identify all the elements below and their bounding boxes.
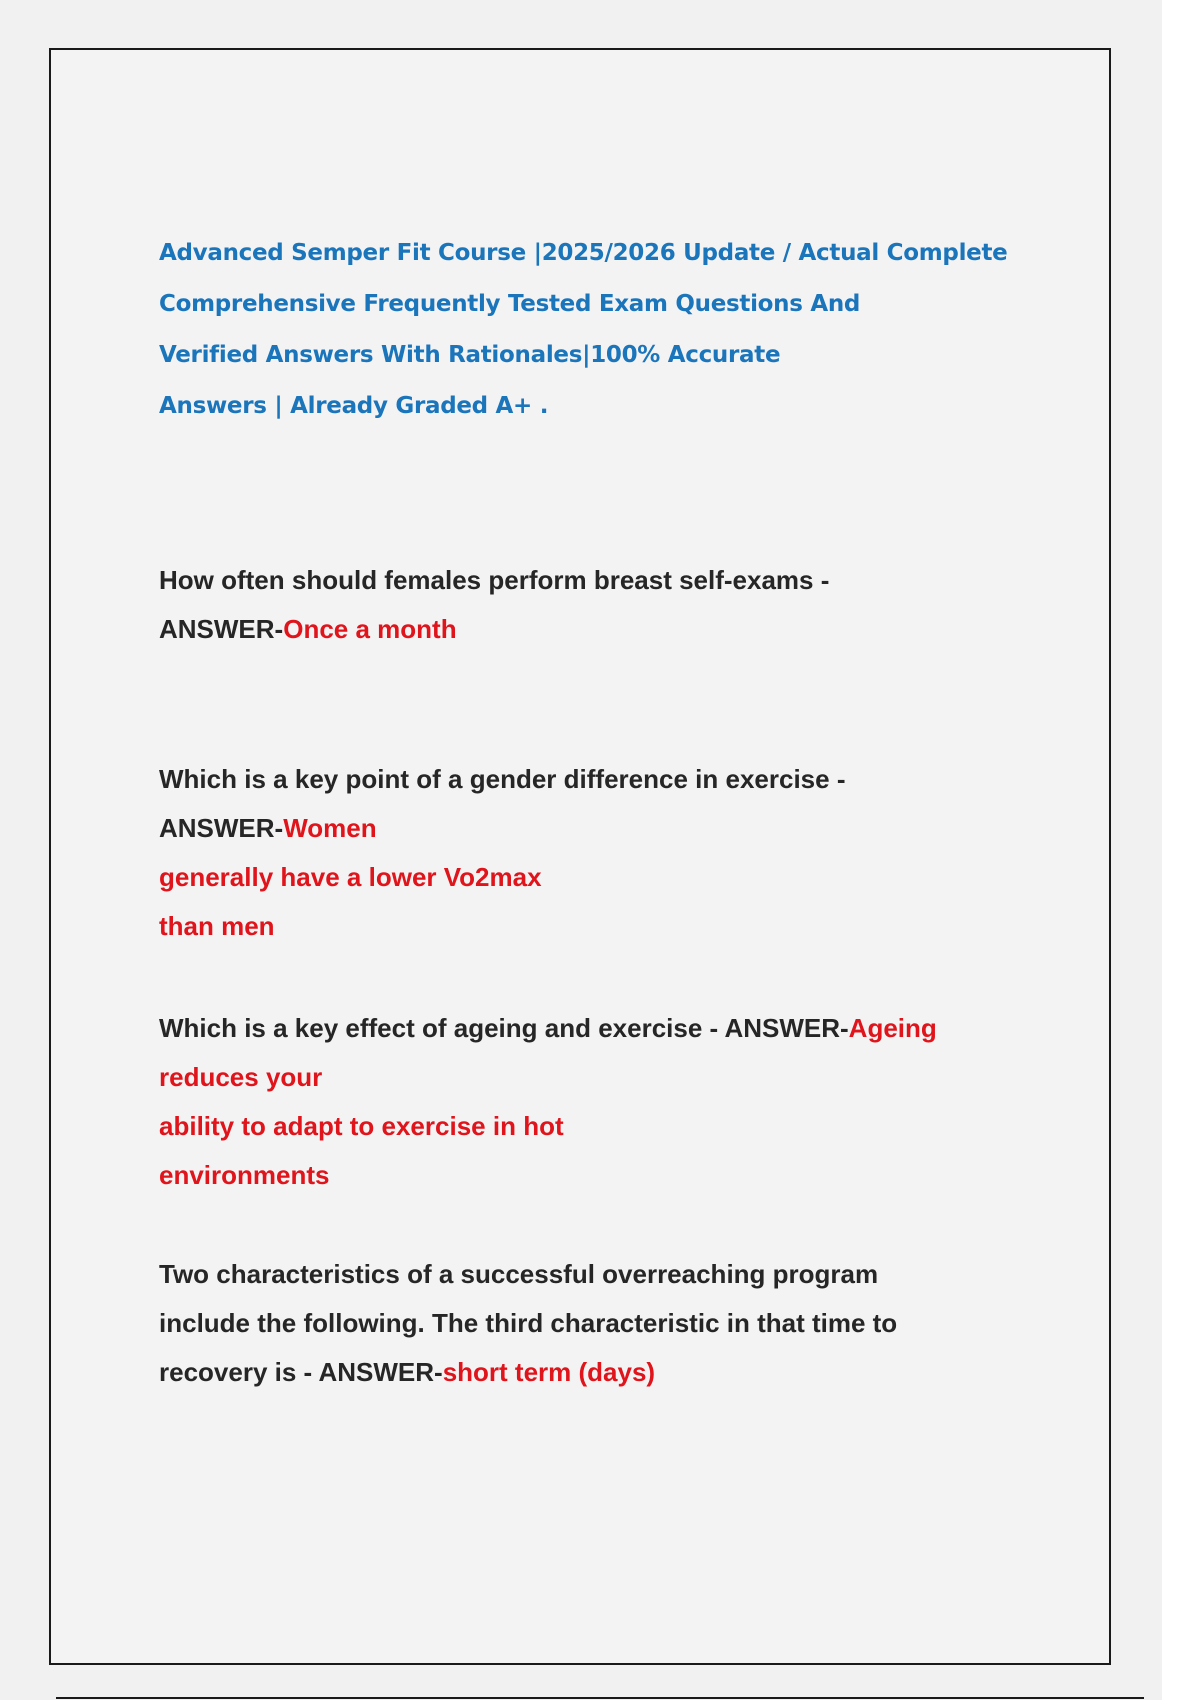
answer-word: have: [280, 862, 340, 892]
question-word: key: [294, 764, 339, 794]
question-word: difference: [563, 764, 688, 794]
question-word: gender: [469, 764, 557, 794]
answer-word: Vo2max: [443, 862, 542, 892]
next-page-edge: [56, 1697, 1144, 1699]
answer-word: generally: [159, 862, 274, 892]
answer-word: hot: [523, 1111, 564, 1141]
question-word: a: [448, 764, 463, 794]
answer-prefix: ANSWER-: [724, 1013, 849, 1043]
answer-text-line: than men: [159, 911, 275, 941]
answer-word: to: [241, 1111, 266, 1141]
question-line: include the following. The third characteristic in that time to: [159, 1308, 898, 1338]
title-line: Verified Answers With Rationales|100% Accurate: [159, 342, 781, 368]
answer-prefix: ANSWER-: [159, 614, 284, 644]
answer-word: lower: [368, 862, 437, 892]
question-word: is: [244, 764, 266, 794]
viewer-right-gutter: [1162, 0, 1200, 1700]
answer-word: in: [492, 1111, 516, 1141]
answer-prefix: ANSWER-: [318, 1357, 443, 1387]
answer-text-line: environments: [159, 1160, 330, 1190]
answer-word: ability: [159, 1111, 235, 1141]
answer-word: adapt: [273, 1111, 343, 1141]
document-title: [159, 236, 1019, 440]
question-text: Which is a key effect of ageing and exercise -: [159, 1013, 725, 1043]
qa-item-2: [159, 755, 999, 951]
answer-line: [159, 1348, 1039, 1397]
qa-item-3: [159, 1004, 1039, 1200]
title-line: Advanced Semper Fit Course |2025/2026 Update / Actual Complete: [159, 240, 1008, 266]
question-word: a: [273, 764, 288, 794]
question-word: Which: [159, 764, 237, 794]
question-line: Two characteristics of a successful overreaching program: [159, 1259, 879, 1289]
question-word: in: [695, 764, 719, 794]
answer-line: [159, 804, 999, 853]
answer-prefix: ANSWER-: [159, 813, 284, 843]
answer-line: [159, 605, 919, 654]
answer-text: Once a month: [283, 614, 457, 644]
question-text: How often should females perform breast self-exams -: [159, 565, 830, 595]
document-page: [49, 48, 1111, 1665]
title-line: Comprehensive Frequently Tested Exam Questions And: [159, 291, 861, 317]
answer-text: short term (days): [442, 1357, 656, 1387]
question-word: of: [416, 764, 441, 794]
answer-word: exercise: [381, 1111, 486, 1141]
question-text: recovery is -: [159, 1357, 319, 1387]
answer-text: Women: [283, 813, 377, 843]
question-text: [159, 755, 999, 804]
answer-text-line: [159, 853, 602, 902]
answer-text: Ageing: [848, 1013, 937, 1043]
qa-item-1: [159, 556, 919, 654]
question-word: exercise: [725, 764, 830, 794]
title-line: Answers | Already Graded A+ .: [159, 393, 549, 419]
question-word: point: [345, 764, 410, 794]
answer-text-line: [159, 1102, 667, 1151]
answer-word: to: [349, 1111, 375, 1141]
qa-item-4: [159, 1250, 1039, 1397]
answer-text-line: reduces your: [159, 1062, 323, 1092]
answer-word: a: [346, 862, 362, 892]
question-word: -: [836, 764, 846, 794]
question-line: [159, 1004, 1039, 1053]
